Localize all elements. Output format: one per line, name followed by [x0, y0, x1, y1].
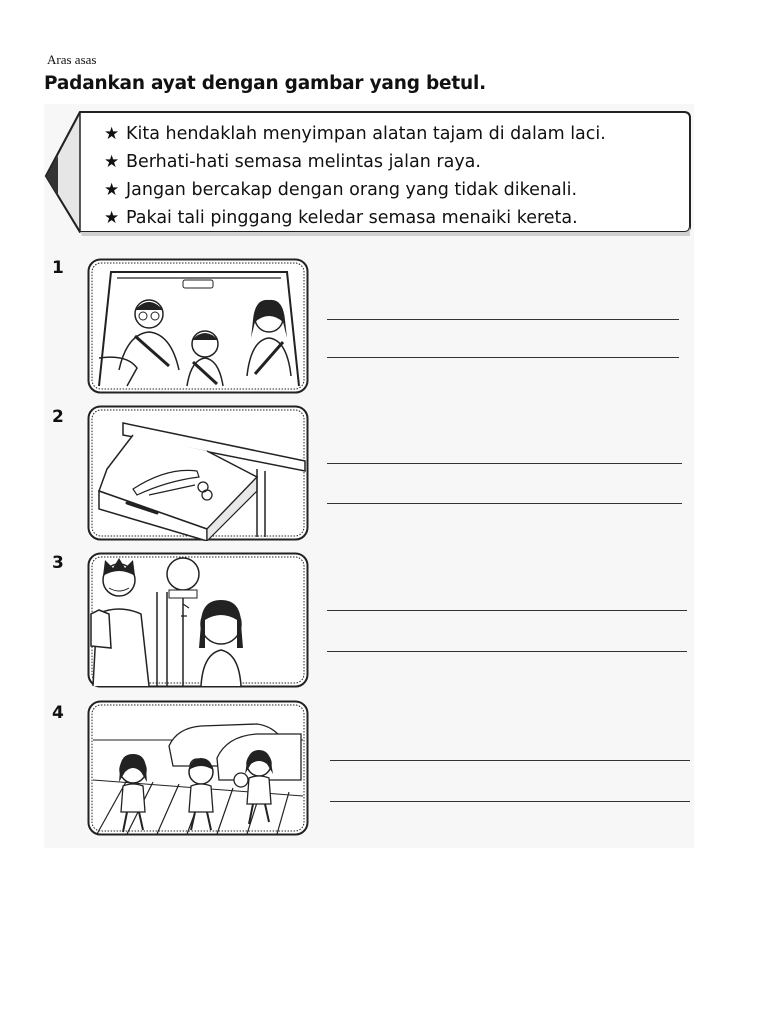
- children-crossing-road-icon: [87, 700, 309, 836]
- sentence-item[interactable]: [104, 176, 684, 204]
- sentence-text: Jangan bercakap dengan orang yang tidak dikenali.: [126, 180, 578, 200]
- answer-line[interactable]: [327, 503, 682, 504]
- star-icon: ★: [104, 208, 120, 228]
- family-car-seatbelt-icon: [87, 258, 309, 394]
- sentence-text: Pakai tali pinggang keledar semasa menaiki kereta.: [126, 208, 578, 228]
- drawer-scissors-knife-icon: [87, 405, 309, 541]
- question-number: 4: [52, 703, 64, 723]
- answer-line[interactable]: [330, 760, 690, 761]
- star-icon: ★: [104, 124, 120, 144]
- sentence-item[interactable]: [104, 204, 684, 232]
- answer-line[interactable]: [327, 463, 682, 464]
- question-number: 3: [52, 553, 64, 573]
- star-icon: ★: [104, 152, 120, 172]
- sentence-list: [104, 120, 684, 232]
- answer-line[interactable]: [330, 801, 690, 802]
- answer-line[interactable]: [327, 651, 687, 652]
- sentence-text: Kita hendaklah menyimpan alatan tajam di dalam laci.: [126, 124, 606, 144]
- answer-line[interactable]: [327, 610, 687, 611]
- answer-line[interactable]: [327, 319, 679, 320]
- sentence-item[interactable]: [104, 148, 684, 176]
- star-icon: ★: [104, 180, 120, 200]
- answer-line[interactable]: [327, 357, 679, 358]
- question-number: 1: [52, 258, 64, 278]
- sentence-item[interactable]: [104, 120, 684, 148]
- stranger-girl-icon: [87, 552, 309, 688]
- instruction-heading: Padankan ayat dengan gambar yang betul.: [44, 73, 486, 94]
- sentence-text: Berhati-hati semasa melintas jalan raya.: [126, 152, 481, 172]
- level-label: Aras asas: [47, 52, 97, 67]
- question-number: 2: [52, 407, 64, 427]
